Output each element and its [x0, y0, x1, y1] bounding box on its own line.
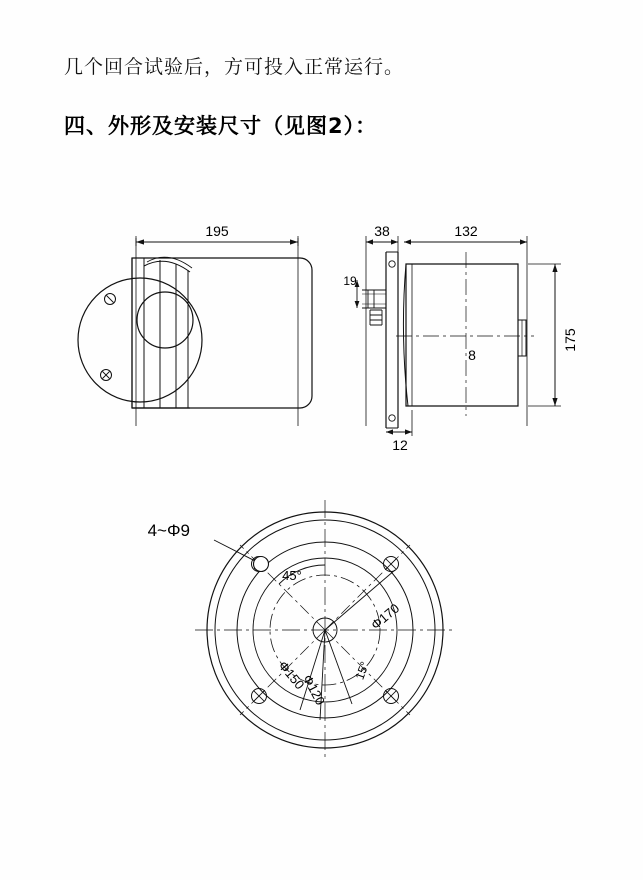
section-heading: 四、外形及安装尺寸（见图2）： — [64, 114, 378, 138]
label-d170: Φ170 — [368, 600, 403, 633]
label-4-phi-9: 4~Φ9 — [147, 521, 190, 540]
technical-drawing-figure — [0, 180, 643, 780]
dim-132: 132 — [454, 223, 478, 239]
bolt-circle-view-group — [195, 500, 455, 760]
front-view-group — [355, 236, 561, 436]
dim-175: 175 — [562, 328, 578, 352]
side-view-group — [78, 236, 312, 426]
dim-12: 12 — [392, 437, 408, 453]
body-paragraph: 几个回合试验后，方可投入正常运行。 — [64, 56, 405, 78]
dim-19: 19 — [343, 274, 357, 288]
label-d120: Φ120 — [299, 672, 329, 708]
label-45deg: 45° — [282, 568, 302, 583]
dim-38: 38 — [374, 223, 390, 239]
dim-8: 8 — [468, 347, 476, 363]
drawing-svg — [0, 180, 643, 780]
label-15deg: 15° — [352, 659, 372, 682]
dim-195: 195 — [205, 223, 229, 239]
label-d150: Φ150 — [275, 658, 308, 693]
